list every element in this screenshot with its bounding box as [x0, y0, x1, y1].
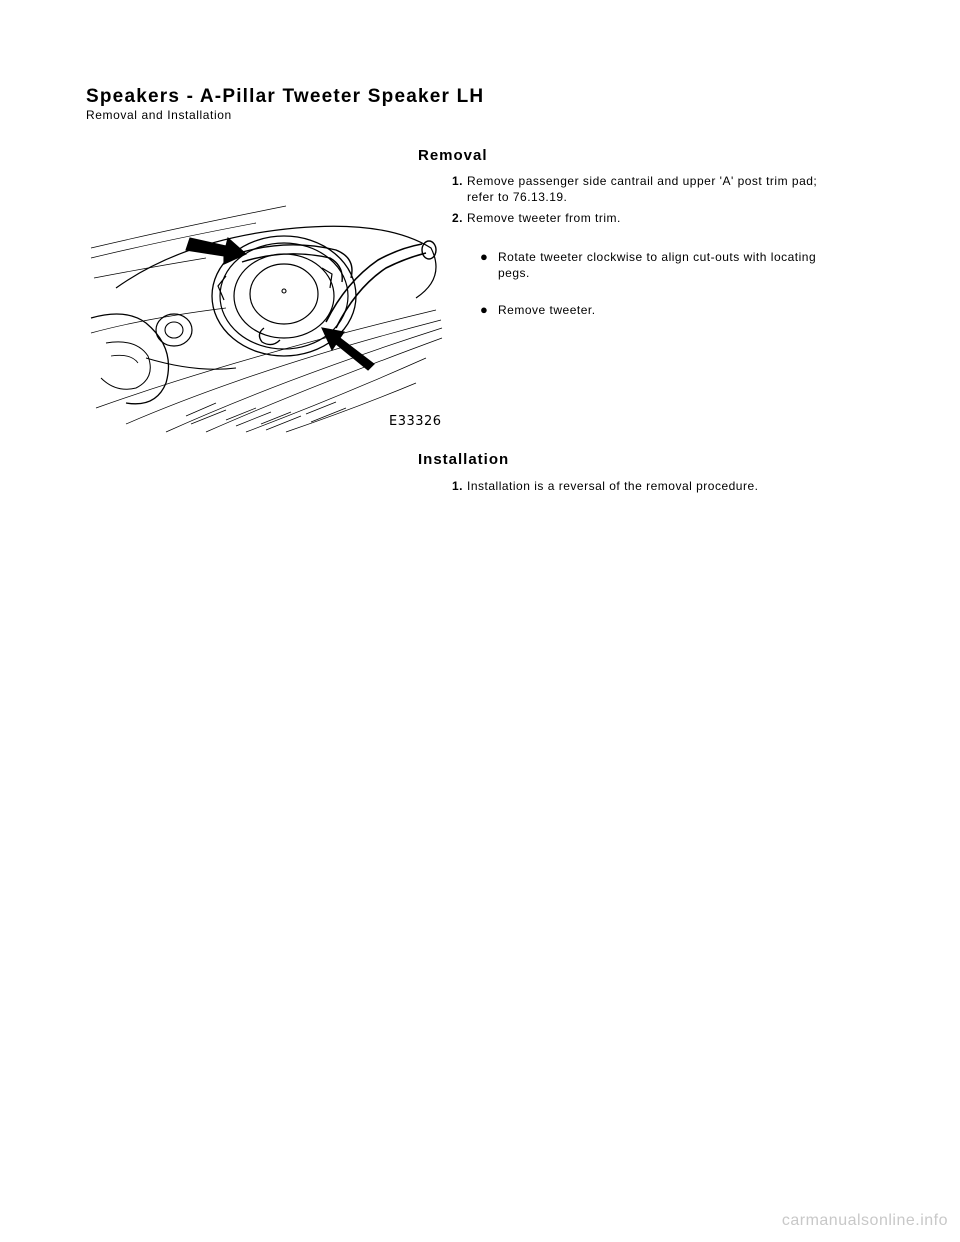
step-text: Remove tweeter from trim. — [467, 211, 621, 225]
bullet-icon: ● — [480, 302, 489, 317]
installation-step-1 — [452, 478, 872, 494]
step-text: Remove passenger side cantrail and upper 'A' post trim pad; — [467, 174, 818, 188]
removal-step-1 — [452, 173, 872, 205]
lower-arrow-icon — [322, 328, 374, 370]
page-subtitle: Removal and Installation — [86, 108, 232, 122]
trim-surface-lines — [91, 206, 442, 432]
step-text: Installation is a reversal of the removal procedure. — [467, 479, 759, 493]
bullet-text: Rotate tweeter clockwise to align cut-outs with locating — [498, 250, 817, 264]
step-number: 1. — [452, 174, 464, 188]
step-number: 1. — [452, 479, 464, 493]
installation-heading: Installation — [418, 451, 510, 468]
removal-bullet-2 — [480, 302, 878, 318]
bullet-icon: ● — [480, 249, 489, 264]
figure-label: E33326 — [389, 414, 442, 429]
page-title: Speakers - A-Pillar Tweeter Speaker LH — [86, 86, 485, 107]
watermark: carmanualsonline.info — [781, 1212, 948, 1229]
step-text-continued: refer to 76.13.19. — [467, 190, 568, 204]
bullet-text-continued: pegs. — [498, 266, 530, 280]
removal-bullet-1 — [480, 249, 878, 281]
removal-step-2 — [452, 210, 872, 226]
bullet-text: Remove tweeter. — [498, 303, 596, 317]
removal-heading: Removal — [418, 147, 488, 164]
step-number: 2. — [452, 211, 464, 225]
tweeter-removal-diagram — [86, 198, 446, 434]
